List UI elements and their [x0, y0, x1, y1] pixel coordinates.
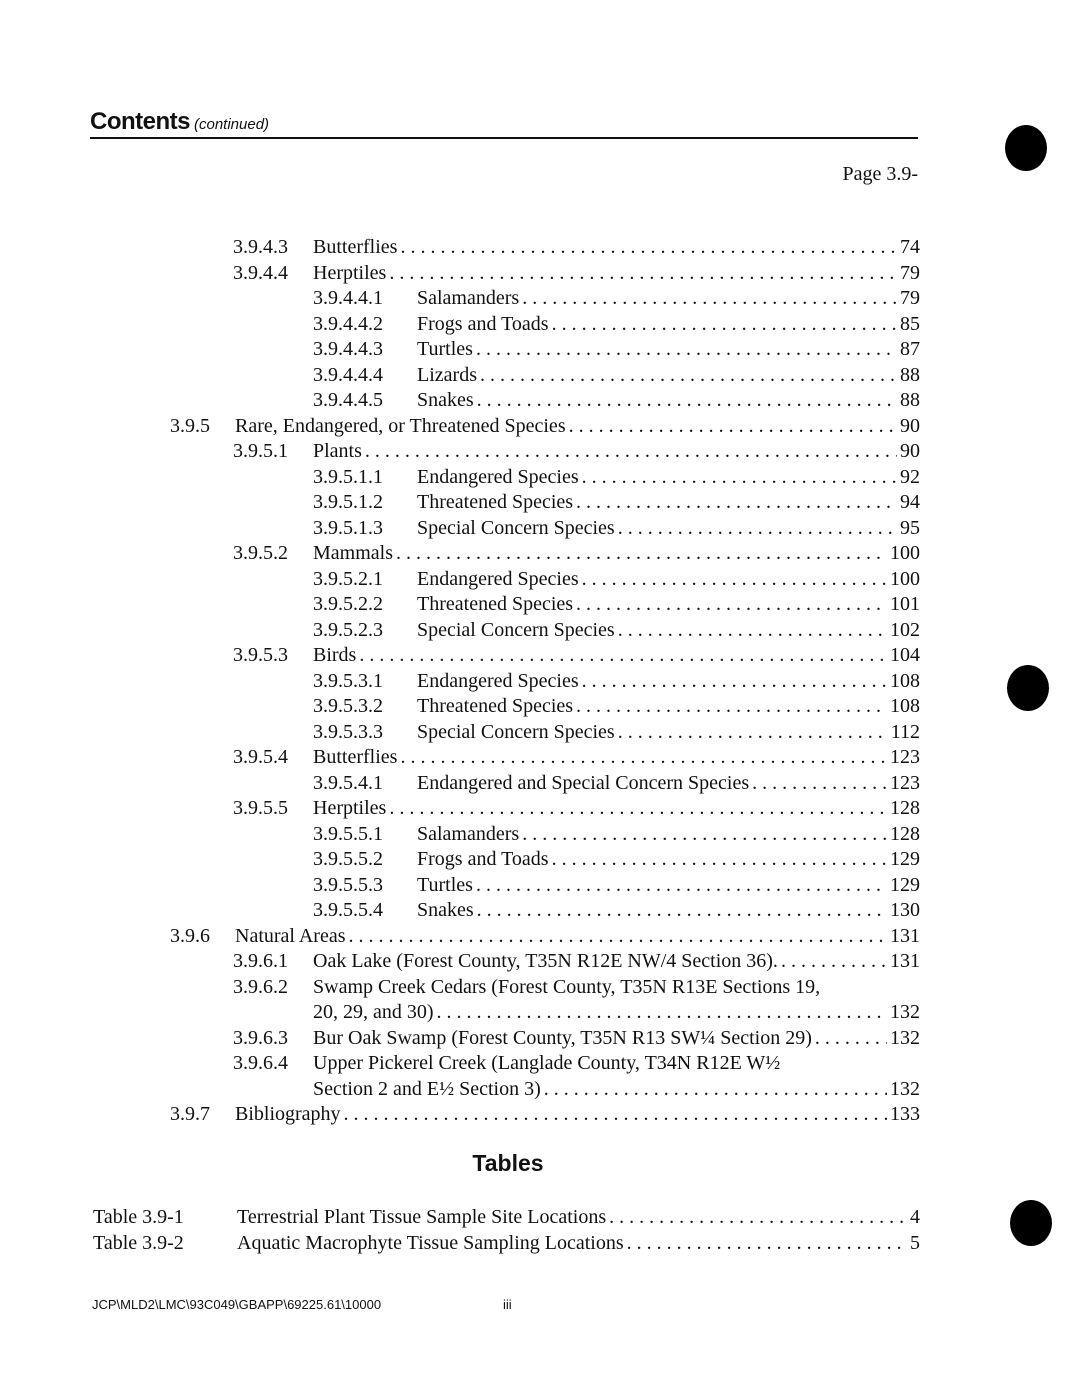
entry-title: Special Concern Species [417, 618, 615, 641]
entry-title: Endangered Species [417, 465, 579, 488]
dot-leader [400, 235, 897, 260]
entry-title: Threatened Species [417, 491, 574, 513]
entry-number: 3.9.4.4.3 [313, 338, 383, 360]
entry-page: 132 [890, 1026, 920, 1049]
entry-number: 3.9.5 [170, 414, 210, 437]
entry-number: 3.9.6 [170, 924, 210, 947]
dot-leader [552, 312, 897, 337]
entry-page: 85 [900, 312, 920, 335]
entry-number: 3.9.5.5.4 [313, 899, 383, 921]
header-continued: (continued) [194, 116, 270, 133]
entry-title: Bur Oak Swamp (Forest County, T35N R13 SW¼ Section 29) [313, 1026, 812, 1049]
entry-number: 3.9.5.3.1 [313, 669, 383, 692]
dot-leader [576, 490, 897, 515]
entry-page: 132 [890, 1001, 920, 1023]
entry-title: Threatened Species [417, 593, 574, 615]
entry-page: 100 [890, 542, 920, 564]
entry-number: 3.9.5.5 [233, 797, 288, 819]
entry-title: Aquatic Macrophyte Tissue Sampling Locations [237, 1231, 624, 1254]
dot-leader [582, 567, 887, 592]
entry-number: 3.9.5.2 [233, 542, 288, 564]
dot-leader [569, 414, 897, 439]
entry-number: 3.9.4.4.2 [313, 312, 383, 335]
entry-title: 20, 29, and 30) [313, 1001, 434, 1023]
entry-title: Herptiles [313, 797, 387, 819]
entry-number: 3.9.6.1 [233, 950, 288, 972]
entry-title: Birds [313, 644, 357, 666]
entry-page: 129 [890, 848, 920, 870]
entry-page: 5 [910, 1231, 920, 1254]
entry-page: 74 [900, 236, 920, 258]
entry-number: Table 3.9-2 [93, 1231, 184, 1254]
tables-heading: Tables [472, 1150, 544, 1176]
entry-number: 3.9.5.5.3 [313, 873, 383, 896]
dot-leader [781, 949, 887, 974]
entry-page: 94 [900, 491, 920, 513]
entry-number: 3.9.4.3 [233, 236, 288, 258]
entry-page: 92 [900, 465, 920, 488]
entry-title: Snakes [417, 899, 474, 921]
entry-page: 108 [890, 695, 920, 717]
entry-title: Bibliography [235, 1103, 341, 1125]
entry-title: Rare, Endangered, or Threatened Species [235, 414, 566, 437]
entry-number: 3.9.5.5.2 [313, 848, 383, 870]
entry-number: 3.9.6.4 [233, 1052, 288, 1074]
entry-title: Endangered Species [417, 669, 579, 692]
entry-page: 132 [890, 1077, 920, 1100]
entry-title: Turtles [417, 873, 473, 896]
entry-page: 95 [900, 516, 920, 539]
entry-title: Lizards [417, 363, 477, 386]
entry-title: Oak Lake (Forest County, T35N R12E NW/4 Section 36). [313, 950, 778, 972]
dot-leader [365, 439, 897, 464]
contents-header [90, 108, 918, 136]
entry-title: Special Concern Species [417, 516, 615, 539]
entry-number: 3.9.4.4 [233, 261, 288, 284]
dot-leader [477, 898, 887, 923]
entry-title: Salamanders [417, 822, 520, 845]
dot-leader [396, 541, 887, 566]
entry-number: 3.9.5.3 [233, 644, 288, 666]
entry-page: 88 [900, 363, 920, 386]
entry-number: 3.9.5.1.1 [313, 465, 383, 488]
binder-hole-middle [1007, 665, 1049, 711]
dot-leader [609, 1205, 907, 1230]
entry-page: 128 [890, 797, 920, 819]
dot-leader [544, 1077, 887, 1102]
dot-leader [618, 516, 897, 541]
entry-number: 3.9.5.3.2 [313, 695, 383, 717]
entry-page: 102 [890, 618, 920, 641]
entry-page: 90 [900, 440, 920, 462]
entry-title: Special Concern Species [417, 720, 615, 743]
dot-leader [582, 669, 887, 694]
entry-page: 104 [890, 644, 920, 666]
dot-leader [344, 1102, 887, 1127]
entry-number: 3.9.5.4 [233, 746, 288, 768]
entry-number: 3.9.5.1.3 [313, 516, 383, 539]
dot-leader [582, 465, 897, 490]
dot-leader [627, 1231, 907, 1256]
entry-title: Butterflies [313, 746, 398, 768]
footer-page-number: iii [503, 1297, 512, 1312]
entry-number: 3.9.5.4.1 [313, 771, 383, 794]
entry-page: 112 [890, 720, 920, 743]
entry-page: 90 [900, 414, 920, 437]
entry-page: 130 [890, 899, 920, 921]
footer-file-path: JCP\MLD2\LMC\93C049\GBAPP\69225.61\10000 [92, 1297, 382, 1312]
dot-leader [437, 1000, 887, 1025]
entry-number: 3.9.5.3.3 [313, 720, 383, 743]
dot-leader [349, 924, 887, 949]
dot-leader [477, 388, 897, 413]
entry-page: 129 [890, 873, 920, 896]
entry-title: Herptiles [313, 261, 387, 284]
entry-number: 3.9.5.1 [233, 440, 288, 462]
entry-number: 3.9.5.2.2 [313, 593, 383, 615]
entry-number: 3.9.5.5.1 [313, 822, 383, 845]
entry-number: 3.9.7 [170, 1103, 210, 1125]
dot-leader [389, 261, 897, 286]
dot-leader [476, 873, 887, 898]
header-rule [90, 137, 918, 139]
entry-title: Plants [313, 440, 362, 462]
entry-title: Section 2 and E½ Section 3) [313, 1077, 541, 1100]
entry-number: 3.9.5.2.3 [313, 618, 383, 641]
entry-page: 87 [900, 338, 920, 360]
dot-leader [752, 771, 887, 796]
dot-leader [522, 822, 887, 847]
dot-leader [522, 286, 897, 311]
entry-number: 3.9.4.4.4 [313, 363, 383, 386]
dot-leader [359, 643, 887, 668]
entry-title: Natural Areas [235, 924, 346, 947]
entry-page: 131 [890, 950, 920, 972]
dot-leader [576, 694, 887, 719]
entry-number: 3.9.5.1.2 [313, 491, 383, 513]
entry-title: Endangered and Special Concern Species [417, 771, 750, 794]
dot-leader [480, 363, 897, 388]
header-title: Contents [90, 108, 190, 135]
entry-page: 108 [890, 669, 920, 692]
entry-number: Table 3.9-1 [93, 1206, 184, 1228]
entry-title: Snakes [417, 389, 474, 411]
entry-title: Butterflies [313, 236, 398, 258]
dot-leader [400, 745, 887, 770]
entry-number: 3.9.6.2 [233, 975, 288, 998]
entry-page: 100 [890, 567, 920, 590]
entry-page: 131 [890, 924, 920, 947]
dot-leader [815, 1026, 887, 1051]
entry-page: 133 [890, 1103, 920, 1125]
entry-title: Terrestrial Plant Tissue Sample Site Locations [237, 1206, 607, 1228]
entry-page: 88 [900, 389, 920, 411]
entry-number: 3.9.5.2.1 [313, 567, 383, 590]
entry-title: Endangered Species [417, 567, 579, 590]
entry-page: 123 [890, 771, 920, 794]
dot-leader [576, 592, 887, 617]
dot-leader [389, 796, 887, 821]
entry-number: 3.9.6.3 [233, 1026, 288, 1049]
entry-page: 79 [900, 261, 920, 284]
entry-title: Upper Pickerel Creek (Langlade County, T34N R12E W½ [313, 1052, 781, 1074]
dot-leader [552, 847, 887, 872]
entry-title: Salamanders [417, 287, 520, 309]
binder-hole-bottom [1010, 1200, 1052, 1246]
dot-leader [618, 720, 888, 745]
entry-page: 123 [890, 746, 920, 768]
entry-page: 128 [890, 822, 920, 845]
entry-page: 101 [890, 593, 920, 615]
entry-title: Mammals [313, 542, 393, 564]
page-column-label: Page 3.9- [842, 163, 918, 185]
entry-title: Threatened Species [417, 695, 574, 717]
entry-page: 79 [900, 287, 920, 309]
entry-number: 3.9.4.4.1 [313, 287, 383, 309]
entry-title: Swamp Creek Cedars (Forest County, T35N R13E Sections 19, [313, 975, 821, 998]
entry-title: Frogs and Toads [417, 312, 549, 335]
entry-number: 3.9.4.4.5 [313, 389, 383, 411]
binder-hole-top [1005, 125, 1047, 171]
entry-title: Frogs and Toads [417, 848, 549, 870]
dot-leader [618, 618, 887, 643]
entry-title: Turtles [417, 338, 473, 360]
dot-leader [476, 337, 897, 362]
entry-page: 4 [910, 1206, 920, 1228]
